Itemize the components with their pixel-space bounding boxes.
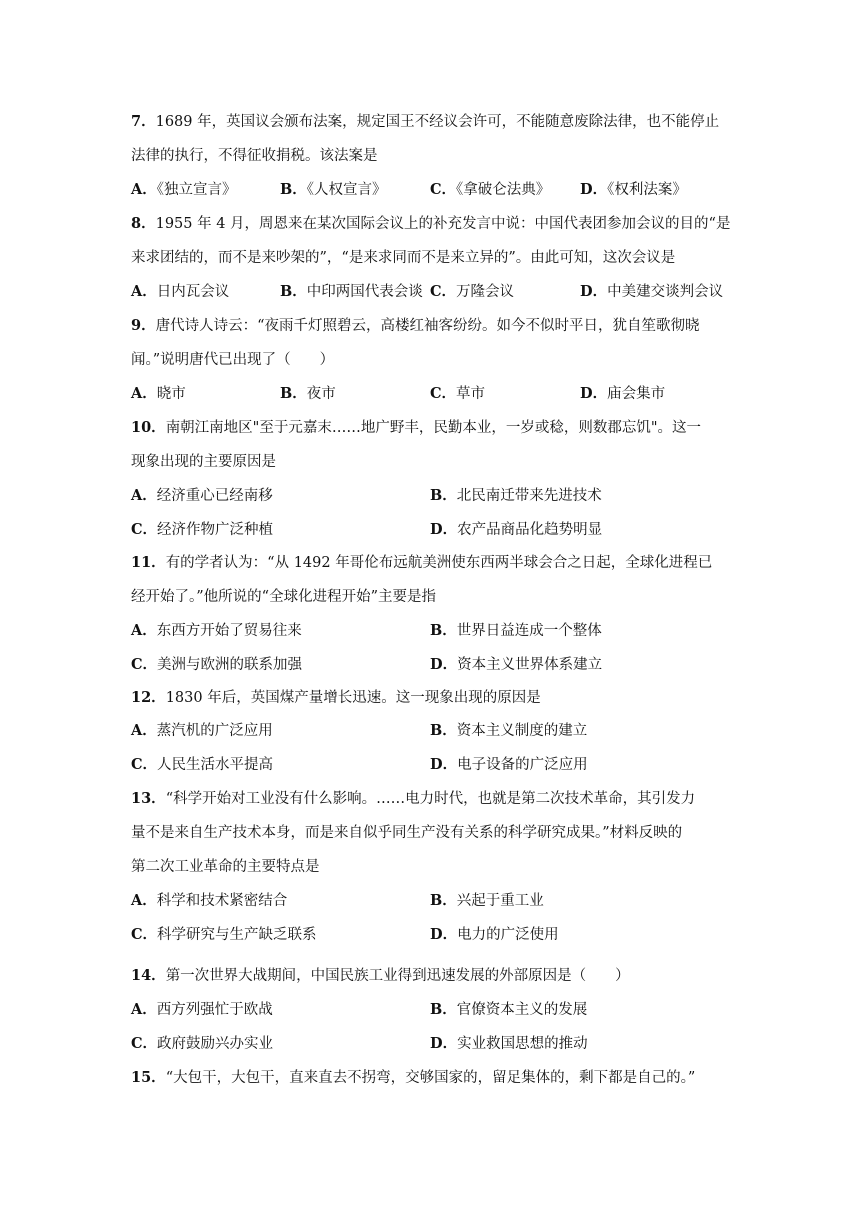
question-number: 9． <box>131 317 156 334</box>
question-7-option-a[interactable] <box>131 180 237 200</box>
stem-text: 第一次世界大战期间，中国民族工业得到迅速发展的外部原因是（ ） <box>165 968 630 984</box>
stem-text: 法律的执行，不得征收捐税。该法案是 <box>131 148 378 164</box>
question-11-stem-line-1 <box>131 553 741 573</box>
option-text: 世界日益连成一个整体 <box>456 623 602 639</box>
option-letter: B． <box>280 181 307 198</box>
option-text: 政府鼓励兴办实业 <box>157 1036 274 1052</box>
option-letter: B． <box>430 622 457 639</box>
question-9-stem-line-2 <box>131 350 741 370</box>
stem-text: 南朝江南地区"至于元嘉末……地广野丰，民勤本业，一岁或稔，则数郡忘饥"。这一 <box>165 420 702 436</box>
question-12-option-a[interactable] <box>131 721 273 741</box>
option-text: 经济重心已经南移 <box>156 488 273 504</box>
option-letter: A． <box>131 487 157 504</box>
option-letter: B． <box>430 487 457 504</box>
stem-text: 1830 年后，英国煤产量增长迅速。这一现象出现的原因是 <box>165 690 541 706</box>
question-9-option-a[interactable] <box>131 384 186 404</box>
option-text: 晓市 <box>156 386 186 402</box>
option-text: 中印两国代表会谈 <box>306 284 423 300</box>
stem-text: 现象出现的主要原因是 <box>131 454 276 470</box>
option-text: 资本主义世界体系建立 <box>457 657 603 673</box>
stem-text: 量不是来自生产技术本身，而是来自似乎同生产没有关系的科学研究成果。”材料反映的 <box>131 825 683 841</box>
question-13-stem-line-2 <box>131 823 741 843</box>
question-13-option-c[interactable] <box>131 925 317 945</box>
question-12-option-d[interactable] <box>430 755 588 775</box>
question-11-option-b[interactable] <box>430 621 602 641</box>
option-letter: B． <box>280 283 307 300</box>
question-10-option-b[interactable] <box>430 486 602 506</box>
question-14-option-c[interactable] <box>131 1034 273 1054</box>
option-text: 美洲与欧洲的联系加强 <box>157 657 303 673</box>
option-text: 庙会集市 <box>607 386 666 402</box>
question-8-stem-line-2 <box>131 248 741 268</box>
option-letter: D． <box>430 926 458 943</box>
option-letter: A． <box>131 622 157 639</box>
question-15-stem-line-1 <box>131 1068 741 1088</box>
option-letter: D． <box>430 521 458 538</box>
stem-text: 来求团结的，而不是来吵架的”，“是来求同而不是来立异的”。由此可知，这次会议是 <box>131 250 676 266</box>
option-letter: A． <box>131 283 157 300</box>
option-text: 资本主义制度的建立 <box>456 723 588 739</box>
question-8-option-c[interactable] <box>430 282 514 302</box>
option-text: 《拿破仑法典》 <box>456 182 551 198</box>
question-14-option-d[interactable] <box>430 1034 588 1054</box>
question-10-option-c[interactable] <box>131 520 273 540</box>
option-text: 中美建交谈判会议 <box>607 284 724 300</box>
question-8-option-d[interactable] <box>580 282 723 302</box>
option-letter: C． <box>430 283 457 300</box>
question-9-stem-line-1 <box>131 316 741 336</box>
option-text: 兴起于重工业 <box>456 893 544 909</box>
question-7-option-d[interactable] <box>580 180 687 200</box>
option-text: 电力的广泛使用 <box>457 927 559 943</box>
question-9-option-b[interactable] <box>280 384 336 404</box>
option-letter: D． <box>580 385 608 402</box>
question-13-stem-line-1 <box>131 789 741 809</box>
question-number: 15． <box>131 1069 166 1086</box>
option-text: 《独立宣言》 <box>156 182 237 198</box>
question-12-option-b[interactable] <box>430 721 587 741</box>
option-letter: B． <box>430 722 457 739</box>
option-text: 实业救国思想的推动 <box>457 1036 588 1052</box>
question-11-stem-line-2 <box>131 587 741 607</box>
option-letter: C． <box>131 521 158 538</box>
question-11-option-a[interactable] <box>131 621 302 641</box>
option-letter: D． <box>430 1035 458 1052</box>
question-8-stem-line-1 <box>131 214 741 234</box>
question-7-option-c[interactable] <box>430 180 550 200</box>
question-7-stem-line-1 <box>131 112 741 132</box>
stem-text: 有的学者认为：“从 1492 年哥伦布远航美洲使东西两半球会合之日起，全球化进程已 <box>165 555 713 571</box>
option-letter: D． <box>580 181 608 198</box>
question-9-option-d[interactable] <box>580 384 665 404</box>
stem-text: 经开始了。”他所说的“全球化进程开始”主要是指 <box>131 589 436 605</box>
stem-text: 闻。”说明唐代已出现了（ ） <box>131 352 335 368</box>
option-letter: C． <box>430 181 457 198</box>
option-letter: A． <box>131 722 157 739</box>
option-text: 蒸汽机的广泛应用 <box>156 723 273 739</box>
option-letter: C． <box>430 385 457 402</box>
option-letter: B． <box>430 1001 457 1018</box>
stem-text: “大包干，大包干，直来直去不拐弯，交够国家的，留足集体的，剩下都是自己的。” <box>165 1070 696 1086</box>
option-text: 人民生活水平提高 <box>157 757 274 773</box>
option-letter: C． <box>131 926 158 943</box>
question-11-option-c[interactable] <box>131 655 302 675</box>
option-letter: A． <box>131 892 157 909</box>
question-13-option-a[interactable] <box>131 891 287 911</box>
option-letter: D． <box>430 756 458 773</box>
option-letter: C． <box>131 656 158 673</box>
option-letter: C． <box>131 756 158 773</box>
question-number: 13． <box>131 790 166 807</box>
question-number: 11． <box>131 554 166 571</box>
question-8-option-a[interactable] <box>131 282 229 302</box>
question-12-stem-line-1 <box>131 688 741 708</box>
option-letter: D． <box>430 656 458 673</box>
option-text: 经济作物广泛种植 <box>157 522 274 538</box>
question-number: 7． <box>131 113 156 130</box>
question-14-option-a[interactable] <box>131 1000 273 1020</box>
question-number: 12． <box>131 689 166 706</box>
option-text: 东西方开始了贸易往来 <box>156 623 302 639</box>
question-number: 10． <box>131 419 166 436</box>
option-text: 《权利法案》 <box>607 182 687 198</box>
question-13-option-d[interactable] <box>430 925 559 945</box>
option-letter: C． <box>131 1035 158 1052</box>
option-text: 科学研究与生产缺乏联系 <box>157 927 317 943</box>
option-letter: A． <box>131 181 157 198</box>
option-letter: D． <box>580 283 608 300</box>
option-letter: A． <box>131 385 157 402</box>
option-text: 西方列强忙于欧战 <box>156 1002 273 1018</box>
stem-text: 第二次工业革命的主要特点是 <box>131 859 320 875</box>
question-14-stem-line-1 <box>131 966 741 986</box>
question-8-option-b[interactable] <box>280 282 423 302</box>
option-text: 科学和技术紧密结合 <box>156 893 288 909</box>
question-10-option-d[interactable] <box>430 520 602 540</box>
question-13-stem-line-3 <box>131 857 741 877</box>
stem-text: “科学开始对工业没有什么影响。……电力时代，也就是第二次技术革命，其引发力 <box>165 791 696 807</box>
stem-text: 1689 年，英国议会颁布法案，规定国王不经议会许可，不能随意废除法律，也不能停止 <box>155 114 720 130</box>
stem-text: 唐代诗人诗云：“夜雨千灯照碧云，高楼红袖客纷纷。如今不似时平日，犹自笙歌彻晓 <box>155 318 700 334</box>
option-letter: B． <box>280 385 307 402</box>
option-text: 日内瓦会议 <box>156 284 230 300</box>
stem-text: 1955 年 4 月，周恩来在某次国际会议上的补充发言中说：中国代表团参加会议的目的“是 <box>155 216 731 232</box>
question-10-option-a[interactable] <box>131 486 273 506</box>
question-11-option-d[interactable] <box>430 655 602 675</box>
option-letter: B． <box>430 892 457 909</box>
option-text: 草市 <box>456 386 486 402</box>
option-text: 北民南迁带来先进技术 <box>456 488 602 504</box>
question-14-option-b[interactable] <box>430 1000 587 1020</box>
question-7-stem-line-2 <box>131 146 741 166</box>
question-number: 8． <box>131 215 156 232</box>
option-text: 电子设备的广泛应用 <box>457 757 588 773</box>
question-number: 14． <box>131 967 166 984</box>
question-7-option-b[interactable] <box>280 180 387 200</box>
question-10-stem-line-1 <box>131 418 741 438</box>
question-13-option-b[interactable] <box>430 891 544 911</box>
option-text: 夜市 <box>306 386 336 402</box>
option-text: 万隆会议 <box>456 284 515 300</box>
question-10-stem-line-2 <box>131 452 741 472</box>
option-text: 《人权宣言》 <box>306 182 387 198</box>
option-letter: A． <box>131 1001 157 1018</box>
question-9-option-c[interactable] <box>430 384 485 404</box>
question-12-option-c[interactable] <box>131 755 273 775</box>
option-text: 农产品商品化趋势明显 <box>457 522 603 538</box>
option-text: 官僚资本主义的发展 <box>456 1002 588 1018</box>
